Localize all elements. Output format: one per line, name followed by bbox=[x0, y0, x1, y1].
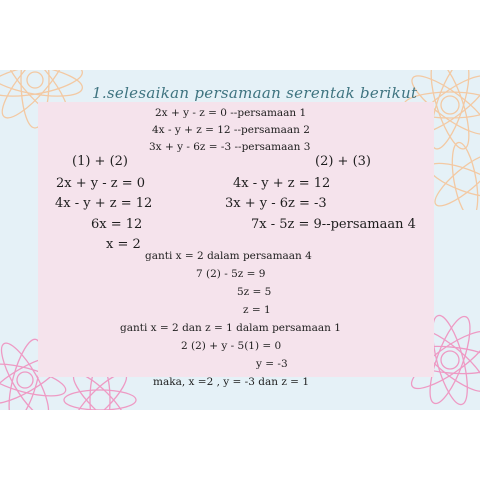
substitution-1-step-1: 7 (2) - 5z = 9 bbox=[196, 268, 266, 280]
substitution-2-step-1: 2 (2) + y - 5(1) = 0 bbox=[181, 340, 282, 352]
right-line-2: 3x + y - 6z = -3 bbox=[225, 196, 327, 211]
substitution-1-step-3: z = 1 bbox=[243, 304, 271, 316]
right-line-1: 4x - y + z = 12 bbox=[233, 176, 331, 191]
page-title: 1.selesaikan persamaan serentak berikut bbox=[92, 84, 418, 102]
right-header: (2) + (3) bbox=[315, 154, 371, 169]
left-line-3: 6x = 12 bbox=[91, 217, 143, 232]
left-line-2: 4x - y + z = 12 bbox=[55, 196, 153, 211]
left-line-1: 2x + y - z = 0 bbox=[56, 176, 146, 191]
substitution-1-step-2: 5z = 5 bbox=[237, 286, 272, 298]
worksheet-card bbox=[0, 70, 480, 410]
left-line-4: x = 2 bbox=[106, 237, 141, 252]
right-line-3: 7x - 5z = 9--persamaan 4 bbox=[251, 217, 416, 232]
equation-2: 4x - y + z = 12 --persamaan 2 bbox=[152, 124, 310, 136]
equation-3: 3x + y - 6z = -3 --persamaan 3 bbox=[149, 141, 311, 153]
substitution-2: ganti x = 2 dan z = 1 dalam persamaan 1 bbox=[120, 322, 341, 334]
substitution-2-step-2: y = -3 bbox=[256, 358, 288, 370]
substitution-1: ganti x = 2 dalam persamaan 4 bbox=[145, 250, 312, 262]
final-answer: maka, x =2 , y = -3 dan z = 1 bbox=[153, 376, 310, 388]
equation-1: 2x + y - z = 0 --persamaan 1 bbox=[155, 107, 307, 119]
left-header: (1) + (2) bbox=[72, 154, 128, 169]
